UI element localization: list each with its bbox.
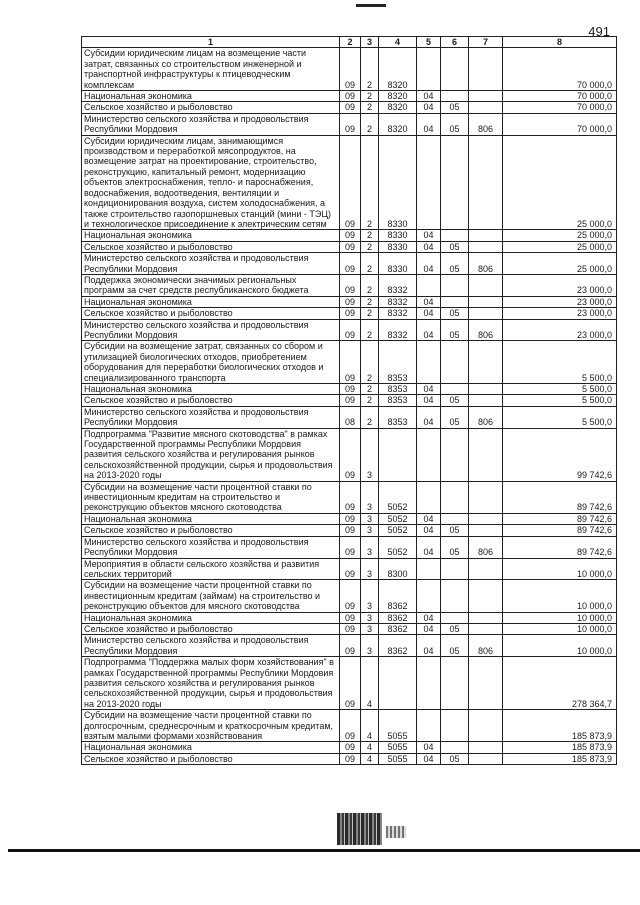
row-code-5: 04 [417,612,441,623]
row-code-6 [441,135,469,230]
row-code-2: 09 [340,623,361,634]
header-cell: 8 [503,37,617,48]
row-code-2: 09 [340,91,361,102]
row-code-3: 2 [361,384,379,395]
table-row [82,341,617,384]
row-code-5: 04 [417,536,441,558]
table-row [82,657,617,710]
header-cell: 1 [82,37,340,48]
row-amount: 5 500,0 [503,406,617,428]
row-amount: 89 742,6 [503,525,617,536]
row-amount: 89 742,6 [503,513,617,524]
row-code-6 [441,612,469,623]
row-code-7 [469,135,503,230]
table-row [82,742,617,753]
row-code-3: 2 [361,102,379,113]
row-code-6: 05 [441,102,469,113]
row-code-2: 09 [340,481,361,513]
row-code-5: 04 [417,102,441,113]
row-code-3: 2 [361,319,379,341]
row-amount: 5 500,0 [503,341,617,384]
row-code-4: 8353 [379,395,417,406]
row-code-3: 2 [361,230,379,241]
row-code-2: 09 [340,753,361,764]
table-body [82,48,617,765]
row-code-2: 09 [340,113,361,135]
row-code-5 [417,135,441,230]
row-code-3: 3 [361,428,379,481]
row-description: Сельское хозяйство и рыболовство [82,308,340,319]
row-amount: 25 000,0 [503,253,617,275]
row-code-2: 09 [340,341,361,384]
row-code-6 [441,48,469,91]
table-row [82,274,617,296]
row-code-3: 2 [361,308,379,319]
row-code-4: 5055 [379,742,417,753]
row-code-4: 5052 [379,481,417,513]
row-code-7 [469,481,503,513]
row-code-2: 08 [340,406,361,428]
row-code-2: 09 [340,536,361,558]
row-code-2: 09 [340,102,361,113]
row-code-7 [469,395,503,406]
row-description: Министерство сельского хозяйства и продовольствия Республики Мордовия [82,635,340,657]
table-row [82,308,617,319]
row-code-6: 05 [441,319,469,341]
row-code-3: 2 [361,113,379,135]
row-code-6: 05 [441,623,469,634]
row-code-4: 8332 [379,274,417,296]
row-code-4: 8353 [379,406,417,428]
row-code-4: 8353 [379,384,417,395]
row-amount: 10 000,0 [503,580,617,612]
table-row [82,230,617,241]
row-code-2: 09 [340,657,361,710]
row-code-4: 5052 [379,513,417,524]
row-code-7 [469,308,503,319]
table-row [82,296,617,307]
row-code-2: 09 [340,580,361,612]
row-amount: 185 873,9 [503,710,617,742]
row-code-5: 04 [417,91,441,102]
row-code-6: 05 [441,406,469,428]
row-code-6 [441,580,469,612]
row-code-5: 04 [417,395,441,406]
table-row [82,525,617,536]
row-code-7: 806 [469,113,503,135]
row-code-7 [469,525,503,536]
row-code-5: 04 [417,525,441,536]
table-row [82,536,617,558]
row-description: Национальная экономика [82,384,340,395]
row-description: Министерство сельского хозяйства и продовольствия Республики Мордовия [82,113,340,135]
budget-table-wrapper [81,36,616,765]
row-code-6: 05 [441,536,469,558]
row-code-5: 04 [417,384,441,395]
row-description: Министерство сельского хозяйства и продовольствия Республики Мордовия [82,406,340,428]
row-code-7: 806 [469,406,503,428]
row-code-4: 8353 [379,341,417,384]
table-row [82,558,617,580]
table-row [82,135,617,230]
table-row [82,612,617,623]
row-code-3: 3 [361,623,379,634]
row-amount: 185 873,9 [503,742,617,753]
row-code-6 [441,341,469,384]
row-code-2: 09 [340,230,361,241]
row-amount: 89 742,6 [503,481,617,513]
row-description: Субсидии на возмещение части процентной ставки по инвестиционным кредитам (займам) на строительство и реконструкцию объектов для мясного скотоводства [82,580,340,612]
row-description: Субсидии на возмещение части процентной ставки по долгосрочным, среднесрочным и краткосрочным кредитам, взятым малыми формами хозяйствования [82,710,340,742]
row-code-7 [469,428,503,481]
header-cell: 7 [469,37,503,48]
row-code-7: 806 [469,253,503,275]
row-code-4: 8320 [379,113,417,135]
row-code-3: 2 [361,296,379,307]
row-code-6 [441,742,469,753]
row-code-5: 04 [417,635,441,657]
row-code-7 [469,513,503,524]
row-amount: 70 000,0 [503,102,617,113]
row-amount: 23 000,0 [503,274,617,296]
row-code-2: 09 [340,253,361,275]
table-row [82,753,617,764]
row-code-6 [441,428,469,481]
row-code-4: 8332 [379,296,417,307]
row-amount: 70 000,0 [503,113,617,135]
row-amount: 25 000,0 [503,241,617,252]
row-code-4: 8330 [379,241,417,252]
row-code-3: 2 [361,241,379,252]
row-code-5: 04 [417,406,441,428]
header-cell: 6 [441,37,469,48]
row-code-6: 05 [441,395,469,406]
row-code-2: 09 [340,48,361,91]
row-code-7: 806 [469,635,503,657]
row-description: Министерство сельского хозяйства и продовольствия Республики Мордовия [82,536,340,558]
row-amount: 25 000,0 [503,230,617,241]
row-description: Субсидии на возмещение затрат, связанных со сбором и утилизацией биологических отходов, приобретением оборудования для переработки биологических отходов и специализированного транспорта [82,341,340,384]
row-description: Национальная экономика [82,91,340,102]
row-amount: 5 500,0 [503,384,617,395]
row-code-2: 09 [340,710,361,742]
row-amount: 10 000,0 [503,558,617,580]
row-code-4: 8362 [379,635,417,657]
row-code-7: 806 [469,319,503,341]
row-amount: 89 742,6 [503,536,617,558]
row-amount: 23 000,0 [503,296,617,307]
row-code-5: 04 [417,253,441,275]
row-description: Национальная экономика [82,742,340,753]
row-amount: 23 000,0 [503,308,617,319]
row-code-4: 5052 [379,525,417,536]
row-code-5: 04 [417,241,441,252]
scan-artifact-barcode [337,813,382,845]
row-amount: 70 000,0 [503,48,617,91]
row-code-4: 8330 [379,230,417,241]
row-amount: 70 000,0 [503,91,617,102]
row-code-3: 3 [361,580,379,612]
row-code-7 [469,91,503,102]
row-code-5: 04 [417,753,441,764]
row-description: Национальная экономика [82,513,340,524]
row-code-7 [469,657,503,710]
row-code-2: 09 [340,296,361,307]
table-row [82,384,617,395]
row-code-5 [417,558,441,580]
row-description: Субсидии юридическим лицам на возмещение части затрат, связанных со строительством инженерной и транспортной инфраструктуры к птицеводческим комплексам [82,48,340,91]
row-code-5 [417,428,441,481]
row-code-5: 04 [417,319,441,341]
row-code-2: 09 [340,513,361,524]
row-code-3: 3 [361,525,379,536]
row-code-5 [417,580,441,612]
table-row [82,102,617,113]
row-code-7 [469,230,503,241]
row-code-6 [441,481,469,513]
row-code-3: 2 [361,253,379,275]
row-code-4: 5055 [379,710,417,742]
row-description: Сельское хозяйство и рыболовство [82,395,340,406]
row-code-2: 09 [340,558,361,580]
row-code-4: 8362 [379,623,417,634]
row-amount: 185 873,9 [503,753,617,764]
row-code-2: 09 [340,319,361,341]
row-code-6 [441,91,469,102]
table-row [82,635,617,657]
row-description: Сельское хозяйство и рыболовство [82,623,340,634]
row-code-4: 8362 [379,612,417,623]
row-code-7 [469,612,503,623]
scan-artifact-top [356,4,386,7]
table-row [82,241,617,252]
row-code-3: 3 [361,481,379,513]
row-code-7 [469,48,503,91]
row-description: Поддержка экономически значимых региональных программ за счет средств республиканского бюджета [82,274,340,296]
row-code-5 [417,48,441,91]
row-code-4: 5055 [379,753,417,764]
row-code-7 [469,341,503,384]
row-description: Сельское хозяйство и рыболовство [82,102,340,113]
budget-table [81,36,617,765]
row-description: Сельское хозяйство и рыболовство [82,753,340,764]
row-code-2: 09 [340,525,361,536]
row-code-5 [417,274,441,296]
row-code-4: 8330 [379,135,417,230]
row-code-3: 2 [361,48,379,91]
row-code-4: 5052 [379,536,417,558]
row-code-2: 09 [340,635,361,657]
row-code-5: 04 [417,296,441,307]
row-code-7 [469,580,503,612]
row-code-5: 04 [417,623,441,634]
table-row [82,48,617,91]
header-cell: 4 [379,37,417,48]
row-code-5 [417,657,441,710]
row-code-6: 05 [441,253,469,275]
row-code-4: 8332 [379,308,417,319]
row-code-2: 09 [340,742,361,753]
row-code-2: 09 [340,612,361,623]
row-code-4: 8332 [379,319,417,341]
row-amount: 10 000,0 [503,623,617,634]
row-code-7 [469,241,503,252]
row-code-6 [441,710,469,742]
row-code-6 [441,657,469,710]
header-cell: 5 [417,37,441,48]
row-description: Министерство сельского хозяйства и продовольствия Республики Мордовия [82,319,340,341]
table-row [82,513,617,524]
row-description: Подпрограмма "Развитие мясного скотоводства" в рамках Государственной программы Республики Мордовия развития сельского хозяйства и регулирования рынков сельскохозяйственной продукции, сырья и продовольствия на 2013-2020 годы [82,428,340,481]
row-code-7 [469,274,503,296]
table-row [82,406,617,428]
row-code-7 [469,742,503,753]
table-row [82,428,617,481]
row-description: Субсидии на возмещение части процентной ставки по инвестиционным кредитам на строительство и реконструкцию объектов мясного скотоводства [82,481,340,513]
row-code-6: 05 [441,241,469,252]
page-number: 491 [588,24,610,39]
row-code-3: 4 [361,742,379,753]
row-description: Национальная экономика [82,296,340,307]
row-code-3: 4 [361,753,379,764]
row-code-5: 04 [417,742,441,753]
row-code-4: 8320 [379,91,417,102]
row-amount: 5 500,0 [503,395,617,406]
row-code-6: 05 [441,525,469,536]
table-row [82,623,617,634]
row-description: Министерство сельского хозяйства и продовольствия Республики Мордовия [82,253,340,275]
row-code-3: 2 [361,135,379,230]
row-code-7 [469,558,503,580]
row-code-2: 09 [340,384,361,395]
row-code-5: 04 [417,230,441,241]
row-code-5 [417,341,441,384]
row-code-3: 2 [361,341,379,384]
row-code-5 [417,710,441,742]
row-amount: 10 000,0 [503,635,617,657]
row-code-7 [469,710,503,742]
row-description: Сельское хозяйство и рыболовство [82,525,340,536]
row-amount: 23 000,0 [503,319,617,341]
row-description: Национальная экономика [82,230,340,241]
row-description: Подпрограмма "Поддержка малых форм хозяйствования" в рамках Государственной программы Республики Мордовия развития сельского хозяйства и регулирования рынков сельскохозяйственной продукции, сырья и продовольствия на 2013-2020 годы [82,657,340,710]
row-code-4: 8330 [379,253,417,275]
table-row [82,710,617,742]
row-code-6: 05 [441,308,469,319]
row-code-7 [469,623,503,634]
row-description: Национальная экономика [82,612,340,623]
row-code-7 [469,102,503,113]
row-code-4: 8320 [379,102,417,113]
row-code-6 [441,296,469,307]
scan-artifact-smudge [386,826,406,838]
row-code-3: 3 [361,612,379,623]
row-amount: 25 000,0 [503,135,617,230]
row-code-3: 2 [361,395,379,406]
row-code-2: 09 [340,308,361,319]
row-code-4 [379,657,417,710]
row-description: Субсидии юридическим лицам, занимающимся производством и переработкой мясопродуктов, на возмещение затрат на проектирование, строительство, реконструкцию, капитальный ремонт, модернизацию объектов электроснабжения, тепло- и пароснабжения, водоснабжения, водоотведения, вентиляции и кондиционирования воздуха, систем холодоснабжения, а также строительство газопоршневых станций (мини - ТЭЦ) и технологическое присоединение к электрическим сетям [82,135,340,230]
row-code-6: 05 [441,753,469,764]
row-code-6 [441,230,469,241]
table-row [82,319,617,341]
row-code-3: 3 [361,536,379,558]
row-code-3: 3 [361,635,379,657]
row-code-3: 3 [361,513,379,524]
header-cell: 3 [361,37,379,48]
row-code-3: 2 [361,274,379,296]
row-code-7 [469,296,503,307]
row-code-2: 09 [340,135,361,230]
row-code-3: 3 [361,558,379,580]
table-row [82,580,617,612]
row-code-3: 2 [361,91,379,102]
row-code-7 [469,384,503,395]
row-code-7: 806 [469,536,503,558]
row-code-3: 4 [361,657,379,710]
row-amount: 10 000,0 [503,612,617,623]
row-amount: 99 742,6 [503,428,617,481]
row-code-5: 04 [417,513,441,524]
row-code-2: 09 [340,395,361,406]
row-code-6 [441,384,469,395]
row-description: Сельское хозяйство и рыболовство [82,241,340,252]
row-amount: 278 364,7 [503,657,617,710]
row-code-6: 05 [441,113,469,135]
row-code-2: 09 [340,274,361,296]
table-row [82,481,617,513]
row-code-4: 8300 [379,558,417,580]
row-code-6 [441,513,469,524]
row-code-5 [417,481,441,513]
row-code-2: 09 [340,428,361,481]
row-code-2: 09 [340,241,361,252]
row-code-5: 04 [417,308,441,319]
row-code-6 [441,274,469,296]
row-code-3: 2 [361,406,379,428]
row-code-7 [469,753,503,764]
page-bottom-rule [8,849,640,852]
row-code-4: 8320 [379,48,417,91]
table-row [82,253,617,275]
row-code-6 [441,558,469,580]
table-row [82,113,617,135]
row-code-4 [379,428,417,481]
table-row [82,91,617,102]
row-code-6: 05 [441,635,469,657]
row-description: Мероприятия в области сельского хозяйства и развития сельских территорий [82,558,340,580]
header-cell: 2 [340,37,361,48]
row-code-3: 4 [361,710,379,742]
table-row [82,395,617,406]
table-header-row [82,37,617,48]
row-code-5: 04 [417,113,441,135]
row-code-4: 8362 [379,580,417,612]
